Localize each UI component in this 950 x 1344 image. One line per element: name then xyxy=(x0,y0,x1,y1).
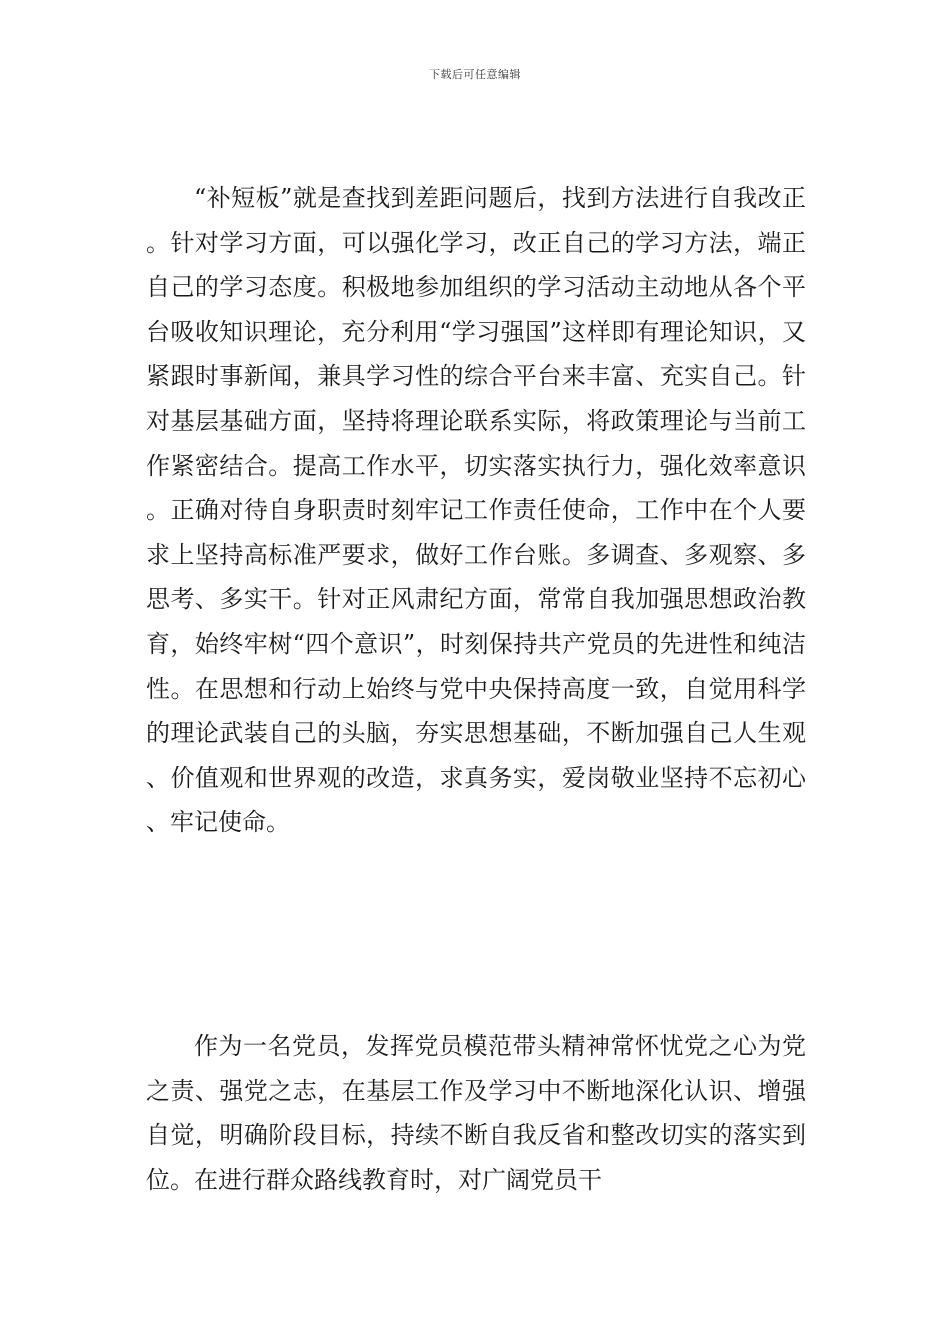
paragraph-1: “补短板”就是查找到差距问题后，找到方法进行自我改正。针对学习方面，可以强化学习，改正自己的学习方法，端正自己的学习态度。积极地参加组织的学习活动主动地从各个平台吸收知识理论，充分利用“学习强国”这样即有理论知识，又紧跟时事新闻，兼具学习性的综合平台来丰富、充实自己。针对基层基础方面，坚持将理论联系实际，将政策理论与当前工作紧密结合。提高工作水平，切实落实执行力，强化效率意识。正确对待自身职责时刻牢记工作责任使命，工作中在个人要求上坚持高标准严要求，做好工作台账。多调查、多观察、多思考、多实干。针对正风肃纪方面，常常自我加强思想政治教育，始终牢树“四个意识”，时刻保持共产党员的先进性和纯洁性。在思想和行动上始终与党中央保持高度一致，自觉用科学的理论武装自己的头脑，夯实思想基础，不断加强自己人生观、价值观和世界观的改造，求真务实，爱岗敬业坚持不忘初心、牢记使命。 xyxy=(146,184,806,837)
header-note: 下载后可任意编辑 xyxy=(429,68,521,81)
paragraph-2: 作为一名党员，发挥党员模范带头精神常怀忧党之心为党之责、强党之志，在基层工作及学习中不断地深化认识、增强自觉，明确阶段目标，持续不断自我反省和整改切实的落实到位。在进行群众路线教育时，对广阔党员干 xyxy=(146,1032,806,1194)
